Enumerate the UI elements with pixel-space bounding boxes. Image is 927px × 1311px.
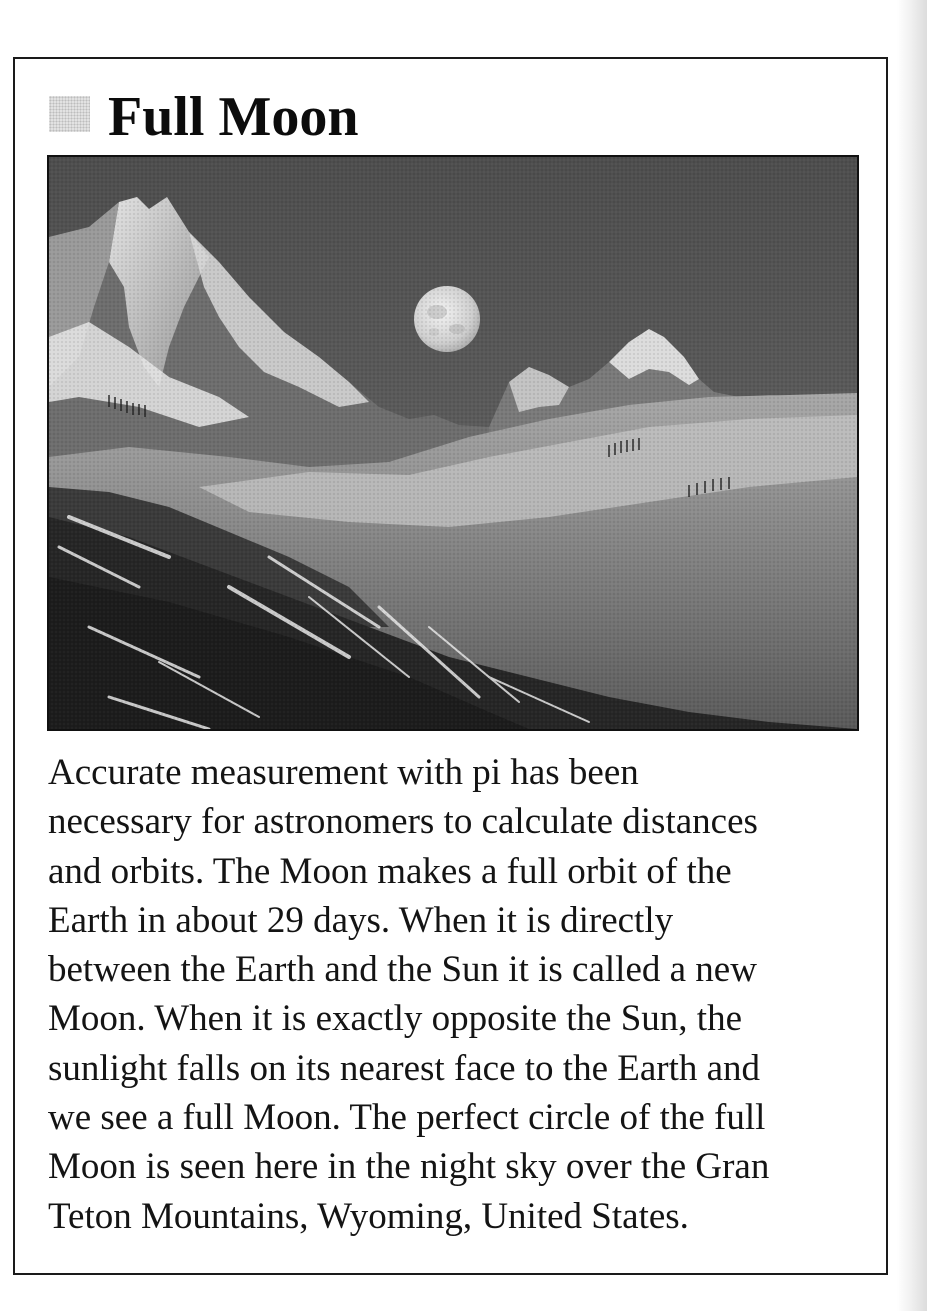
body-line: Moon is seen here in the night sky over the Gran [48,1146,770,1188]
body-line: Earth in about 29 days. When it is directly [48,899,674,941]
photo-illustration [49,157,857,729]
body-line: between the Earth and the Sun it is called a new [48,949,757,991]
body-line: Teton Mountains, Wyoming, United States. [48,1195,689,1237]
page-title: Full Moon [108,86,359,148]
body-line: sunlight falls on its nearest face to the Earth and [48,1047,761,1089]
body-line: Moon. When it is exactly opposite the Sun, the [48,998,743,1040]
body-line: necessary for astronomers to calculate distances [48,801,758,843]
body-line: and orbits. The Moon makes a full orbit of the [48,850,732,892]
moon-photograph [47,155,859,731]
section-marker-square [49,96,90,132]
body-paragraph [48,748,868,1241]
page-edge-shadow [897,0,927,1311]
body-line: Accurate measurement with pi has been [48,752,639,793]
body-line: we see a full Moon. The perfect circle of the full [48,1097,766,1139]
